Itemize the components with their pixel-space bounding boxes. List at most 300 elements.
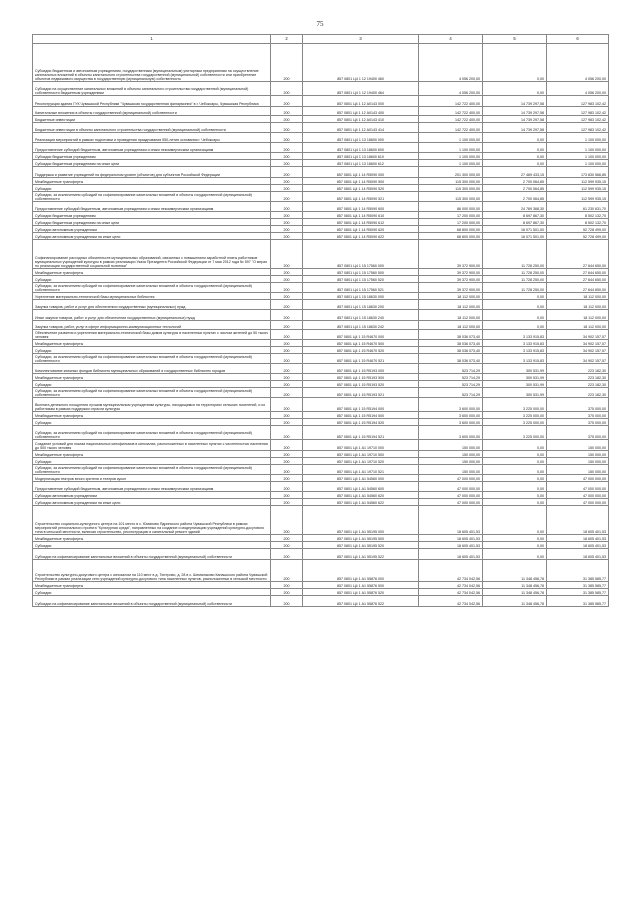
row-budget-code: 857 0801 Ц4 1 15 17560 000 bbox=[303, 240, 419, 269]
row-budget-code: 857 0801 Ц4 1 13 18600 612 bbox=[303, 160, 419, 167]
row-approved: 18 605 401,53 bbox=[419, 542, 483, 549]
row-line-code: 200 bbox=[271, 178, 303, 185]
row-remaining: 375 000,00 bbox=[547, 398, 609, 412]
row-name: Межбюджетные трансферты bbox=[33, 582, 271, 589]
row-name: Субсидии bbox=[33, 419, 271, 426]
row-line-code: 200 bbox=[271, 167, 303, 178]
row-name: Субсидии автономным учреждениям на иные цели bbox=[33, 499, 271, 506]
row-name: Субсидии bbox=[33, 381, 271, 388]
row-remaining: 1 100 000,00 bbox=[547, 153, 609, 160]
row-name: Субсидии бюджетным учреждениям на иные цели bbox=[33, 219, 271, 226]
row-name: Выплата денежного поощрения лучшим муниципальным учреждениям культуры, находящимся на территориях сельских поселений, и их работникам в рамках поддержки отрасли культуры bbox=[33, 398, 271, 412]
row-approved: 68 800 000,00 bbox=[419, 233, 483, 240]
row-budget-code: 857 0801 Ц4 1 14 R5090 500 bbox=[303, 178, 419, 185]
row-line-code: 200 bbox=[271, 398, 303, 412]
row-budget-code: 857 0801 Ц4 1 14 R5090 000 bbox=[303, 167, 419, 178]
row-name: Межбюджетные трансферты bbox=[33, 412, 271, 419]
row-line-code: 200 bbox=[271, 116, 303, 123]
row-executed: 0,00 bbox=[483, 506, 547, 535]
row-line-code: 200 bbox=[271, 374, 303, 381]
row-remaining: 223 182,30 bbox=[547, 364, 609, 374]
row-budget-code: 857 0801 Ц4 1 14 R5090 610 bbox=[303, 212, 419, 219]
row-approved: 142 722 400,00 bbox=[419, 96, 483, 107]
row-approved: 142 722 400,00 bbox=[419, 107, 483, 116]
table-row bbox=[33, 506, 609, 535]
row-name: Софинансирование расходных обязательств муниципальных образований, связанных с повышением заработной платы работников муниципальных учреждений культуры в рамках реализации Указа Президента Российской Федерации от 7 мая 2012 года № 597 "О мерах по реализации государственной социальной политики" bbox=[33, 240, 271, 269]
row-executed: 16 071 501,00 bbox=[483, 226, 547, 233]
row-executed: 11 728 250,00 bbox=[483, 269, 547, 276]
row-executed: 300 531,99 bbox=[483, 364, 547, 374]
row-approved: 3 600 000,00 bbox=[419, 398, 483, 412]
row-executed: 0,00 bbox=[483, 549, 547, 560]
row-line-code: 200 bbox=[271, 133, 303, 143]
column-header: 4 bbox=[419, 35, 483, 44]
table-row bbox=[33, 458, 609, 465]
table-row bbox=[33, 596, 609, 607]
row-line-code: 200 bbox=[271, 364, 303, 374]
row-approved: 150 000,00 bbox=[419, 458, 483, 465]
row-line-code: 200 bbox=[271, 426, 303, 440]
row-remaining: 173 830 566,85 bbox=[547, 167, 609, 178]
table-row bbox=[33, 560, 609, 582]
row-line-code: 200 bbox=[271, 381, 303, 388]
row-line-code: 200 bbox=[271, 283, 303, 293]
row-name: Предоставление субсидий бюджетным, автономным учреждениям и иным некоммерческим организациям bbox=[33, 482, 271, 492]
row-line-code: 200 bbox=[271, 185, 303, 192]
row-line-code: 200 bbox=[271, 440, 303, 451]
table-row bbox=[33, 116, 609, 123]
row-remaining: 375 000,00 bbox=[547, 419, 609, 426]
row-remaining: 1 100 000,00 bbox=[547, 143, 609, 153]
row-remaining: 127 983 102,42 bbox=[547, 123, 609, 133]
row-name: Субсидии автономным учреждениям на иные цели bbox=[33, 233, 271, 240]
row-executed: 0,00 bbox=[483, 542, 547, 549]
row-name: Субсидии на софинансирование капитальных вложений в объекты государственной (муниципальной) собственности bbox=[33, 596, 271, 607]
table-row bbox=[33, 233, 609, 240]
table-row bbox=[33, 283, 609, 293]
row-remaining: 18 605 401,53 bbox=[547, 506, 609, 535]
row-approved: 47 000 000,00 bbox=[419, 492, 483, 499]
row-approved: 3 600 000,00 bbox=[419, 426, 483, 440]
row-line-code: 200 bbox=[271, 582, 303, 589]
row-executed: 0,00 bbox=[483, 82, 547, 96]
column-header: 3 bbox=[303, 35, 419, 44]
row-line-code: 200 bbox=[271, 596, 303, 607]
table-row bbox=[33, 499, 609, 506]
row-approved: 17 200 000,00 bbox=[419, 219, 483, 226]
row-approved: 4 056 200,00 bbox=[419, 82, 483, 96]
row-budget-code: 857 0801 Ц4 1 15 17560 500 bbox=[303, 269, 419, 276]
row-approved: 523 714,29 bbox=[419, 381, 483, 388]
row-approved: 68 800 000,00 bbox=[419, 226, 483, 233]
row-approved: 39 372 900,00 bbox=[419, 269, 483, 276]
table-row bbox=[33, 219, 609, 226]
row-line-code: 200 bbox=[271, 82, 303, 96]
row-line-code: 200 bbox=[271, 419, 303, 426]
row-budget-code: 857 0801 Ц4 1 А1 55195 520 bbox=[303, 542, 419, 549]
row-executed: 0,00 bbox=[483, 133, 547, 143]
row-executed: 3 225 000,00 bbox=[483, 426, 547, 440]
row-remaining: 150 000,00 bbox=[547, 440, 609, 451]
row-approved: 38 036 073,40 bbox=[419, 347, 483, 354]
row-line-code: 200 bbox=[271, 226, 303, 233]
row-executed: 0,00 bbox=[483, 482, 547, 492]
row-remaining: 31 385 585,77 bbox=[547, 582, 609, 589]
header-row bbox=[33, 35, 609, 44]
row-remaining: 47 000 000,00 bbox=[547, 475, 609, 482]
row-approved: 115 300 000,00 bbox=[419, 192, 483, 202]
row-name: Субсидии, за исключением субсидий на софинансирование капитальных вложений в объекты государственной (муниципальной) собственности bbox=[33, 465, 271, 475]
table-row bbox=[33, 347, 609, 354]
row-budget-code: 857 0801 Ц4 1 13 18600 610 bbox=[303, 153, 419, 160]
row-remaining: 31 385 585,77 bbox=[547, 589, 609, 596]
row-budget-code: 857 0801 Ц4 1 А1 19710 000 bbox=[303, 440, 419, 451]
row-budget-code: 857 0801 Ц4 1 14 R5090 600 bbox=[303, 202, 419, 212]
row-name: Межбюджетные трансферты bbox=[33, 178, 271, 185]
row-executed: 0,00 bbox=[483, 535, 547, 542]
row-name: Субсидии на софинансирование капитальных вложений в объекты государственной (муниципальной) собственности bbox=[33, 549, 271, 560]
row-approved: 3 600 000,00 bbox=[419, 419, 483, 426]
table-row bbox=[33, 44, 609, 82]
row-line-code: 200 bbox=[271, 451, 303, 458]
row-approved: 523 714,29 bbox=[419, 388, 483, 398]
row-approved: 142 722 400,00 bbox=[419, 123, 483, 133]
row-line-code: 200 bbox=[271, 549, 303, 560]
row-remaining: 8 502 132,70 bbox=[547, 212, 609, 219]
row-remaining: 4 056 200,00 bbox=[547, 82, 609, 96]
row-remaining: 112 599 935,15 bbox=[547, 178, 609, 185]
row-line-code: 200 bbox=[271, 269, 303, 276]
table-row bbox=[33, 426, 609, 440]
row-name: Субсидии, за исключением субсидий на софинансирование капитальных вложений в объекты государственной (муниципальной) собственности bbox=[33, 388, 271, 398]
row-remaining: 18 112 000,00 bbox=[547, 321, 609, 330]
row-budget-code: 857 0801 Ц4 1 14 R5090 520 bbox=[303, 185, 419, 192]
column-header: 1 bbox=[33, 35, 271, 44]
row-remaining: 47 000 000,00 bbox=[547, 482, 609, 492]
row-approved: 42 734 042,56 bbox=[419, 596, 483, 607]
row-budget-code: 857 0801 Ц4 1 15 R5193 521 bbox=[303, 388, 419, 398]
table-row bbox=[33, 321, 609, 330]
row-name: Субсидии на осуществление капитальных вложений в объекты капитального строительства государственной (муниципальной) собственности бюджетным учреждениям bbox=[33, 82, 271, 96]
row-remaining: 34 902 157,57 bbox=[547, 340, 609, 347]
row-approved: 18 605 401,53 bbox=[419, 549, 483, 560]
row-line-code: 200 bbox=[271, 240, 303, 269]
row-name: Межбюджетные трансферты bbox=[33, 451, 271, 458]
table-row bbox=[33, 107, 609, 116]
row-executed: 0,00 bbox=[483, 321, 547, 330]
row-line-code: 200 bbox=[271, 202, 303, 212]
table-row bbox=[33, 388, 609, 398]
row-remaining: 52 728 499,00 bbox=[547, 226, 609, 233]
row-name: Субсидии, за исключением субсидий на софинансирование капитальных вложений в объекты государственной (муниципальной) собственности bbox=[33, 283, 271, 293]
row-executed: 3 133 915,83 bbox=[483, 347, 547, 354]
row-executed: 300 531,99 bbox=[483, 388, 547, 398]
row-approved: 150 000,00 bbox=[419, 465, 483, 475]
row-line-code: 200 bbox=[271, 347, 303, 354]
row-approved: 86 000 000,00 bbox=[419, 202, 483, 212]
table-row bbox=[33, 475, 609, 482]
row-approved: 18 112 000,00 bbox=[419, 310, 483, 321]
row-line-code: 200 bbox=[271, 123, 303, 133]
column-header: 5 bbox=[483, 35, 547, 44]
row-name: Субсидии автономным учреждениям bbox=[33, 226, 271, 233]
row-executed: 11 348 456,78 bbox=[483, 560, 547, 582]
row-name: Капитальные вложения в объекты государственной (муниципальной) собственности bbox=[33, 107, 271, 116]
row-remaining: 1 100 000,00 bbox=[547, 160, 609, 167]
row-budget-code: 857 0801 Ц4 1 15 R4670 500 bbox=[303, 340, 419, 347]
row-approved: 1 100 000,00 bbox=[419, 153, 483, 160]
row-budget-code: 857 0801 Ц4 1 14 R5090 622 bbox=[303, 233, 419, 240]
table-row bbox=[33, 492, 609, 499]
row-budget-code: 857 0801 Ц4 1 14 R5090 612 bbox=[303, 219, 419, 226]
row-approved: 1 100 000,00 bbox=[419, 160, 483, 167]
row-name: Иные закупки товаров, работ и услуг для обеспечения государственных (муниципальных) нужд bbox=[33, 310, 271, 321]
row-budget-code: 857 0801 Ц4 1 А1 19710 520 bbox=[303, 458, 419, 465]
row-budget-code: 857 0801 Ц4 1 15 R4670 000 bbox=[303, 330, 419, 340]
row-name: Укрепление материально-технической базы муниципальных библиотек bbox=[33, 293, 271, 300]
row-approved: 201 300 000,00 bbox=[419, 167, 483, 178]
row-line-code: 200 bbox=[271, 388, 303, 398]
table-row bbox=[33, 82, 609, 96]
row-name: Субсидии bbox=[33, 458, 271, 465]
row-budget-code: 857 0801 Ц4 1 15 18630 240 bbox=[303, 310, 419, 321]
row-remaining: 18 605 401,53 bbox=[547, 549, 609, 560]
row-name: Модернизация театров юного зрителя и театров кукол bbox=[33, 475, 271, 482]
table-row bbox=[33, 143, 609, 153]
row-name: Межбюджетные трансферты bbox=[33, 374, 271, 381]
row-remaining: 34 902 157,57 bbox=[547, 347, 609, 354]
row-budget-code: 857 0801 Ц4 1 15 R4670 520 bbox=[303, 347, 419, 354]
row-executed: 0,00 bbox=[483, 310, 547, 321]
row-line-code: 200 bbox=[271, 212, 303, 219]
row-executed: 14 739 297,58 bbox=[483, 123, 547, 133]
row-line-code: 200 bbox=[271, 160, 303, 167]
row-remaining: 18 112 000,00 bbox=[547, 310, 609, 321]
row-executed: 3 225 000,00 bbox=[483, 412, 547, 419]
row-remaining: 27 644 650,00 bbox=[547, 276, 609, 283]
table-row bbox=[33, 178, 609, 185]
row-executed: 27 469 433,15 bbox=[483, 167, 547, 178]
row-budget-code: 857 0801 Ц4 1 А1 55876 520 bbox=[303, 589, 419, 596]
row-remaining: 8 502 132,70 bbox=[547, 219, 609, 226]
row-approved: 39 372 900,00 bbox=[419, 276, 483, 283]
row-budget-code: 857 0801 Ц4 1 А1 19710 521 bbox=[303, 465, 419, 475]
row-executed: 0,00 bbox=[483, 451, 547, 458]
row-budget-code: 857 0801 Ц4 1 А1 55195 500 bbox=[303, 535, 419, 542]
row-remaining: 27 644 650,00 bbox=[547, 283, 609, 293]
row-name: Межбюджетные трансферты bbox=[33, 269, 271, 276]
row-budget-code: 857 0801 Ц4 1 12 19400 464 bbox=[303, 82, 419, 96]
row-executed: 8 697 867,30 bbox=[483, 212, 547, 219]
row-executed: 0,00 bbox=[483, 492, 547, 499]
table-row bbox=[33, 412, 609, 419]
row-budget-code: 857 0801 Ц4 1 15 17560 521 bbox=[303, 283, 419, 293]
table-row bbox=[33, 582, 609, 589]
row-approved: 18 112 000,00 bbox=[419, 293, 483, 300]
row-approved: 3 600 000,00 bbox=[419, 412, 483, 419]
row-executed: 0,00 bbox=[483, 475, 547, 482]
row-name: Субсидии bbox=[33, 185, 271, 192]
table-row bbox=[33, 123, 609, 133]
table-row bbox=[33, 300, 609, 310]
row-budget-code: 857 0801 Ц4 1 15 18630 242 bbox=[303, 321, 419, 330]
row-name: Реализация мероприятий в рамках подготовки и проведения празднования 550-летия основания г. Чебоксары bbox=[33, 133, 271, 143]
row-line-code: 200 bbox=[271, 492, 303, 499]
table-row bbox=[33, 269, 609, 276]
table-row bbox=[33, 192, 609, 202]
table-row bbox=[33, 202, 609, 212]
row-remaining: 150 000,00 bbox=[547, 458, 609, 465]
row-name: Субсидии bbox=[33, 347, 271, 354]
row-name: Субсидии bbox=[33, 542, 271, 549]
row-budget-code: 857 0801 Ц4 1 15 R5193 000 bbox=[303, 364, 419, 374]
row-remaining: 375 000,00 bbox=[547, 412, 609, 419]
table-row bbox=[33, 482, 609, 492]
row-executed: 2 700 064,85 bbox=[483, 178, 547, 185]
row-remaining: 127 983 102,42 bbox=[547, 96, 609, 107]
table-row bbox=[33, 374, 609, 381]
row-budget-code: 857 0801 Ц4 1 12 А0143 410 bbox=[303, 116, 419, 123]
row-budget-code: 857 0801 Ц4 1 12 А0143 414 bbox=[303, 123, 419, 133]
row-line-code: 200 bbox=[271, 560, 303, 582]
row-remaining: 31 385 585,77 bbox=[547, 560, 609, 582]
table-row bbox=[33, 549, 609, 560]
row-line-code: 200 bbox=[271, 276, 303, 283]
row-executed: 2 700 064,85 bbox=[483, 185, 547, 192]
row-approved: 47 000 000,00 bbox=[419, 482, 483, 492]
row-executed: 24 769 368,30 bbox=[483, 202, 547, 212]
table-row bbox=[33, 589, 609, 596]
row-executed: 3 133 915,83 bbox=[483, 340, 547, 347]
table-row bbox=[33, 451, 609, 458]
row-name: Субсидии bbox=[33, 589, 271, 596]
row-name: Субсидии, за исключением субсидий на софинансирование капитальных вложений в объекты государственной (муниципальной) собственности bbox=[33, 192, 271, 202]
row-name: Межбюджетные трансферты bbox=[33, 535, 271, 542]
row-executed: 0,00 bbox=[483, 300, 547, 310]
row-approved: 523 714,29 bbox=[419, 374, 483, 381]
row-name: Строительство культурно-досугового центра с кинозалом на 110 мест в д. Тюгерово, д. 28 в с. Шемалаково Канашского района Чувашской Республики в рамках реализации сети учреждений культурно-досугового типа населенных пунктов, расположенных в сельской местности bbox=[33, 560, 271, 582]
row-budget-code: 857 0801 Ц4 1 13 18600 000 bbox=[303, 133, 419, 143]
table-row bbox=[33, 160, 609, 167]
row-executed: 11 728 250,00 bbox=[483, 283, 547, 293]
row-budget-code: 857 0801 Ц4 1 А1 55876 500 bbox=[303, 582, 419, 589]
row-executed: 3 225 000,00 bbox=[483, 419, 547, 426]
row-budget-code: 857 0801 Ц4 1 А1 55876 000 bbox=[303, 560, 419, 582]
row-approved: 1 100 000,00 bbox=[419, 133, 483, 143]
row-name: Субсидии, за исключением субсидий на софинансирование капитальных вложений в объекты государственной (муниципальной) собственности bbox=[33, 426, 271, 440]
row-approved: 38 036 073,40 bbox=[419, 354, 483, 364]
row-line-code: 200 bbox=[271, 499, 303, 506]
row-name: Обеспечение развития и укрепления материально-технической базы домов культуры в населенных пунктах с числом жителей до 50 тысяч человек bbox=[33, 330, 271, 340]
row-remaining: 150 000,00 bbox=[547, 451, 609, 458]
page-number: 75 bbox=[316, 20, 324, 28]
table-row bbox=[33, 542, 609, 549]
row-line-code: 200 bbox=[271, 107, 303, 116]
row-name: Межбюджетные трансферты bbox=[33, 340, 271, 347]
row-approved: 115 300 000,00 bbox=[419, 185, 483, 192]
row-budget-code: 857 0801 Ц4 1 14 R5090 521 bbox=[303, 192, 419, 202]
row-remaining: 223 182,30 bbox=[547, 388, 609, 398]
row-approved: 38 036 073,40 bbox=[419, 340, 483, 347]
row-executed: 11 348 456,78 bbox=[483, 582, 547, 589]
row-budget-code: 857 0801 Ц4 1 15 R5194 000 bbox=[303, 398, 419, 412]
row-name: Бюджетные инвестиции bbox=[33, 116, 271, 123]
row-remaining: 375 000,00 bbox=[547, 426, 609, 440]
row-approved: 47 000 000,00 bbox=[419, 499, 483, 506]
row-name: Предоставление субсидий бюджетным, автономным учреждениям и иным некоммерческим организациям bbox=[33, 143, 271, 153]
row-budget-code: 857 0801 Ц4 1 А1 54560 000 bbox=[303, 475, 419, 482]
table-body bbox=[33, 44, 609, 607]
table-row bbox=[33, 133, 609, 143]
row-approved: 47 000 000,00 bbox=[419, 475, 483, 482]
row-budget-code: 857 0801 Ц4 1 12 А0143 000 bbox=[303, 96, 419, 107]
row-remaining: 31 385 585,77 bbox=[547, 596, 609, 607]
row-name: Бюджетные инвестиции в объекты капитального строительства государственной (муниципальной) собственности bbox=[33, 123, 271, 133]
row-name: Субсидии бюджетным учреждениям bbox=[33, 153, 271, 160]
row-budget-code: 857 0801 Ц4 1 А1 55876 522 bbox=[303, 596, 419, 607]
column-header: 2 bbox=[271, 35, 303, 44]
row-remaining: 18 112 000,00 bbox=[547, 293, 609, 300]
row-executed: 0,00 bbox=[483, 293, 547, 300]
budget-table bbox=[32, 34, 609, 607]
row-name: Реконструкция здания ГУК Чувашской Республики "Чувашская государственная филармония" в г. Чебоксары, Чувашская Республика bbox=[33, 96, 271, 107]
row-remaining: 112 599 935,15 bbox=[547, 185, 609, 192]
row-name: Субсидии автономным учреждениям bbox=[33, 492, 271, 499]
row-executed: 0,00 bbox=[483, 153, 547, 160]
row-budget-code: 857 0801 Ц4 1 15 R5194 521 bbox=[303, 426, 419, 440]
row-line-code: 200 bbox=[271, 300, 303, 310]
row-line-code: 200 bbox=[271, 233, 303, 240]
row-approved: 523 714,29 bbox=[419, 364, 483, 374]
row-name: Поддержка и развитие учреждений на федеральном уровне (объектов) для субъектов Российской Федерации bbox=[33, 167, 271, 178]
table-row bbox=[33, 440, 609, 451]
row-budget-code: 857 0801 Ц4 1 А1 19710 500 bbox=[303, 451, 419, 458]
row-name: Субсидии бюджетным учреждениям bbox=[33, 212, 271, 219]
row-approved: 39 372 900,00 bbox=[419, 283, 483, 293]
row-budget-code: 857 0801 Ц4 1 15 17560 520 bbox=[303, 276, 419, 283]
row-approved: 1 100 000,00 bbox=[419, 143, 483, 153]
row-name: Закупка товаров, работ, услуг в сфере информационно-коммуникационных технологий bbox=[33, 321, 271, 330]
row-budget-code: 857 0801 Ц4 1 А1 55195 000 bbox=[303, 506, 419, 535]
row-remaining: 61 230 631,70 bbox=[547, 202, 609, 212]
row-budget-code: 857 0801 Ц4 1 А1 54560 600 bbox=[303, 482, 419, 492]
row-name: Субсидии бюджетным учреждениям на иные цели bbox=[33, 160, 271, 167]
row-approved: 17 200 000,00 bbox=[419, 212, 483, 219]
row-executed: 300 531,99 bbox=[483, 381, 547, 388]
row-budget-code: 857 0801 Ц4 1 15 R5194 520 bbox=[303, 419, 419, 426]
row-line-code: 200 bbox=[271, 482, 303, 492]
row-executed: 11 728 250,00 bbox=[483, 240, 547, 269]
row-remaining: 27 644 650,00 bbox=[547, 269, 609, 276]
table-row bbox=[33, 330, 609, 340]
row-name: Субсидии, за исключением субсидий на софинансирование капитальных вложений в объекты государственной (муниципальной) собственности bbox=[33, 354, 271, 364]
table-row bbox=[33, 419, 609, 426]
row-remaining: 127 983 102,42 bbox=[547, 107, 609, 116]
row-remaining: 4 056 200,00 bbox=[547, 44, 609, 82]
row-budget-code: 857 0801 Ц4 1 А1 55195 522 bbox=[303, 549, 419, 560]
row-executed: 0,00 bbox=[483, 44, 547, 82]
row-executed: 3 225 000,00 bbox=[483, 398, 547, 412]
row-executed: 14 739 297,58 bbox=[483, 107, 547, 116]
row-executed: 11 348 456,78 bbox=[483, 596, 547, 607]
row-budget-code: 857 0801 Ц4 1 14 R5090 620 bbox=[303, 226, 419, 233]
row-line-code: 200 bbox=[271, 340, 303, 347]
table-row bbox=[33, 340, 609, 347]
table-row bbox=[33, 167, 609, 178]
row-remaining: 18 605 401,53 bbox=[547, 535, 609, 542]
row-approved: 18 605 401,53 bbox=[419, 535, 483, 542]
table-row bbox=[33, 240, 609, 269]
